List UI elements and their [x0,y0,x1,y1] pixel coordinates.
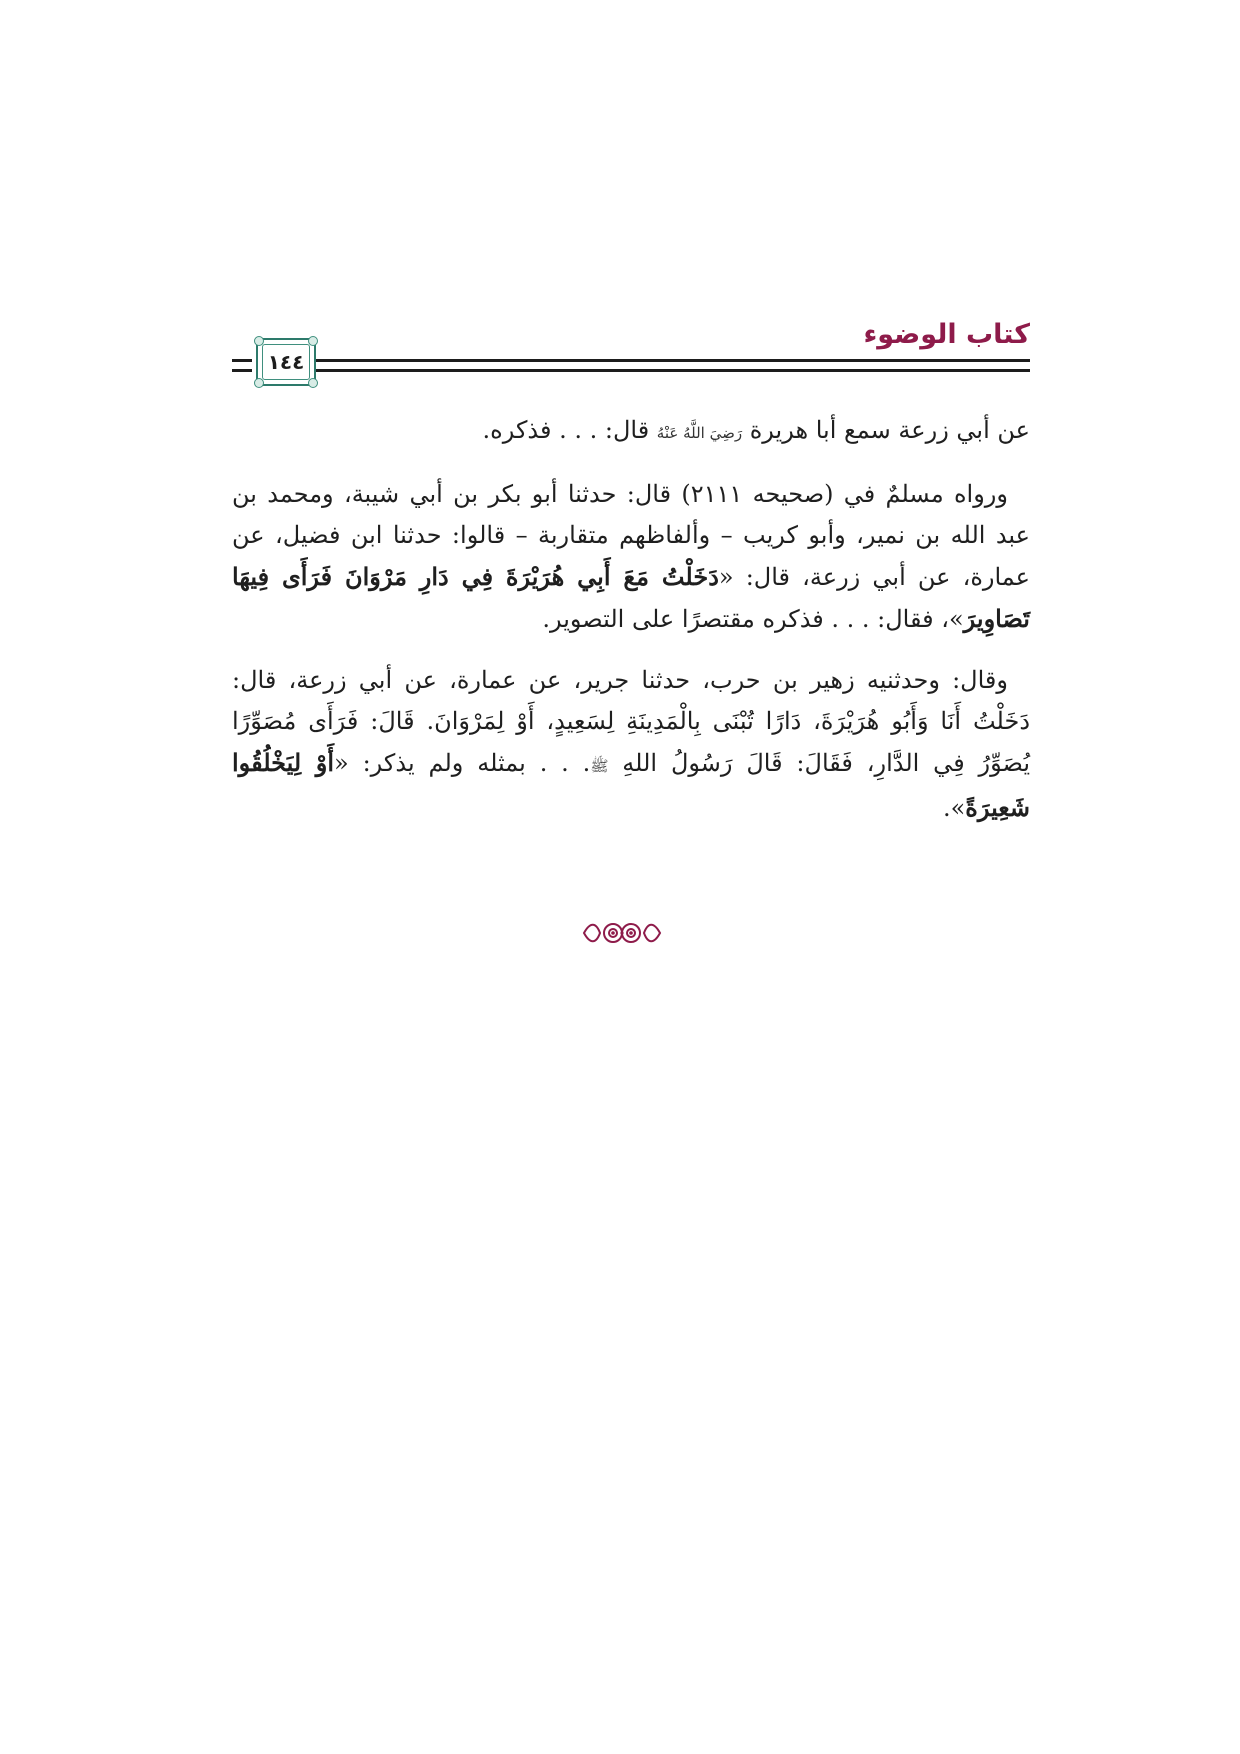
text-segment: قال: . . . فذكره. [482,416,657,444]
text-segment: . . . بمثله ولم يذكر: « [334,749,591,777]
text-segment: ورواه مسلمٌ في (صحيحه ٢١١١) قال: حدثنا أبو بكر بن أبي شيبة، ومحمد بن عبد الله بن نمير، وأبو كريب – وألفاظهم متقاربة – قالوا: حدثنا ابن فضيل، عن عمارة، عن أبي زرعة، قال: « [232,480,1031,591]
text-segment: وقال: وحدثنيه زهير بن حرب، حدثنا جرير، عن عمارة، عن أبي زرعة، قال: دَخَلْتُ أَنَا وَأَبُو هُرَيْرَةَ، دَارًا تُبْنَى بِالْمَدِينَةِ لِسَعِيدٍ، أَوْ لِمَرْوَانَ. قَالَ: فَرَأَى مُصَوِّرًا يُصَوِّرُ فِي الدَّارِ، فَقَالَ: قَالَ رَسُولُ اللهِ [232,666,1031,777]
honorific-glyph: ﷺ [590,757,609,775]
header-rule-top [256,359,1030,362]
text-segment: ». [942,794,966,822]
page-body [232,410,1030,849]
hadith-quote: دَخَلْتُ مَعَ أَبِي هُرَيْرَةَ فِي دَارِ مَرْوَانَ فَرَأَى فِيهَا تَصَاوِيرَ [232,562,1030,633]
floral-ornament-icon [580,918,664,948]
header-rule-bottom [256,369,1030,372]
chapter-title: كتاب الوضوء [863,319,1030,350]
header-rule-left-top [232,359,252,362]
paragraph-2 [232,474,1030,640]
hadith-quote: أَوْ لِيَخْلُقُوا شَعِيرَةً [232,748,1030,822]
page-header [232,318,1030,390]
header-rule-left-bottom [232,369,252,372]
paragraph-1 [232,410,1030,454]
ornate-frame-icon [256,338,316,386]
page-number: ١٤٤ [267,350,305,374]
paragraph-3 [232,660,1030,829]
text-segment: عن أبي زرعة سمع أبا هريرة [742,416,1030,444]
text-segment: »، فقال: . . . فذكره مقتصرًا على التصوير. [542,605,964,633]
honorific-glyph: رَضِيَ اللَّهُ عَنْهُ [656,424,743,442]
